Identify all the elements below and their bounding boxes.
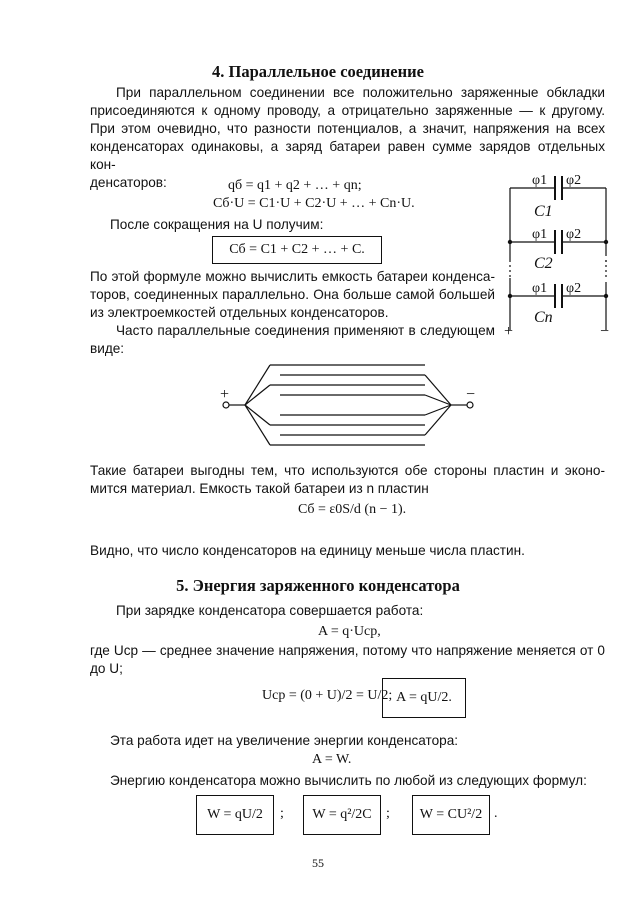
text-line: При этом очевидно, что разности потенциалов, а значит, напряжения на всех bbox=[90, 121, 605, 136]
formula-separator: ; bbox=[386, 806, 390, 821]
section-4-paragraph-3 bbox=[90, 322, 495, 358]
text-line: присоединяются к одному проводу, а отрицательно заряженные — к другому. bbox=[90, 103, 605, 118]
text-line: Такие батареи выгодны тем, что используются обе стороны пластин и эконо- bbox=[90, 463, 605, 478]
energy-formula: W = CU²/2 bbox=[419, 807, 483, 822]
section-5-paragraph-4: Энергию конденсатора можно вычислить по любой из следующих формул: bbox=[110, 773, 587, 788]
equation-charge-sum: qб = q1 + q2 + … + qn; bbox=[228, 178, 362, 193]
section-4-paragraph-2 bbox=[90, 268, 495, 322]
energy-formula: W = qU/2 bbox=[207, 807, 263, 822]
text-line: из электроемкостей отдельных конденсаторов. bbox=[90, 305, 389, 320]
section-5-paragraph-2 bbox=[90, 642, 605, 678]
formula-separator: ; bbox=[280, 806, 284, 821]
plus-terminal-label: + bbox=[504, 323, 514, 340]
text-line: мится материал. Емкость такой батареи из n пластин bbox=[90, 481, 429, 496]
energy-formula-box-3 bbox=[412, 795, 490, 835]
minus-terminal-label: − bbox=[600, 323, 610, 340]
section-5-paragraph-1: При зарядке конденсатора совершается работа: bbox=[116, 603, 424, 618]
text-line: конденсаторах одинаковы, а заряд батареи равен сумме зарядов отдельных кон- bbox=[90, 139, 605, 172]
phi1-label: φ1 bbox=[532, 281, 548, 296]
section-4-paragraph-5: Видно, что число конденсаторов на единицу меньше числа пластин. bbox=[90, 543, 525, 558]
equation-average-voltage: Uср = (0 + U)/2 = U/2; bbox=[262, 688, 393, 703]
work-formula-box bbox=[382, 678, 466, 718]
section-5-paragraph-3: Эта работа идет на увеличение энергии конденсатора: bbox=[110, 733, 459, 748]
capacitance-sum-formula: Cб = C1 + C2 + … + C. bbox=[229, 242, 365, 257]
equation-capacitance-voltage: Cб·U = C1·U + C2·U + … + Cn·U. bbox=[213, 196, 415, 211]
capacitor-label-cn: Cn bbox=[534, 309, 553, 326]
text-line: торов, соединенных параллельно. Она больше самой большей bbox=[90, 287, 495, 302]
plus-terminal-label: + bbox=[220, 386, 230, 403]
phi1-label: φ1 bbox=[532, 227, 548, 242]
text-line: виде: bbox=[90, 341, 125, 356]
formula-separator: . bbox=[494, 806, 498, 821]
equation-work-energy: A = W. bbox=[312, 752, 352, 767]
energy-formula-box-2 bbox=[303, 795, 381, 835]
minus-terminal-label: − bbox=[466, 386, 476, 403]
text-line: где Uср — среднее значение напряжения, потому что напряжение меняется от 0 bbox=[90, 643, 605, 658]
section-4-paragraph-4 bbox=[90, 462, 605, 498]
text-line: до U; bbox=[90, 661, 123, 676]
energy-formula-box-1 bbox=[196, 795, 274, 835]
after-reduction-text: После сокращения на U получим: bbox=[110, 217, 324, 232]
phi2-label: φ2 bbox=[566, 227, 582, 242]
text-line: Часто параллельные соединения применяют в следующем bbox=[116, 323, 495, 338]
capacitor-label-c1: C1 bbox=[534, 203, 553, 220]
equation-work: A = q·Uср, bbox=[318, 624, 381, 639]
equation-plates-capacitance: Cб = ε0S/d (n − 1). bbox=[298, 502, 407, 517]
parallel-capacitor-circuit-diagram bbox=[500, 160, 620, 340]
energy-formula: W = q²/2C bbox=[312, 807, 372, 822]
text-line: При параллельном соединении все положительно заряженные обкладки bbox=[116, 85, 605, 100]
phi2-label: φ2 bbox=[566, 173, 582, 188]
capacitor-label-c2: C2 bbox=[534, 255, 553, 272]
phi2-label: φ2 bbox=[566, 281, 582, 296]
page-number: 55 bbox=[312, 856, 324, 870]
text-line: По этой формуле можно вычислить емкость батареи конденса- bbox=[90, 269, 495, 284]
phi1-label: φ1 bbox=[532, 173, 548, 188]
work-formula: A = qU/2. bbox=[396, 690, 452, 705]
capacitance-sum-formula-box bbox=[212, 236, 382, 264]
section-5-heading: 5. Энергия заряженного конденсатора bbox=[176, 576, 460, 595]
interleaved-plates-diagram bbox=[215, 355, 485, 455]
text-line: денсаторов: bbox=[90, 175, 167, 190]
section-4-heading: 4. Параллельное соединение bbox=[212, 62, 424, 81]
